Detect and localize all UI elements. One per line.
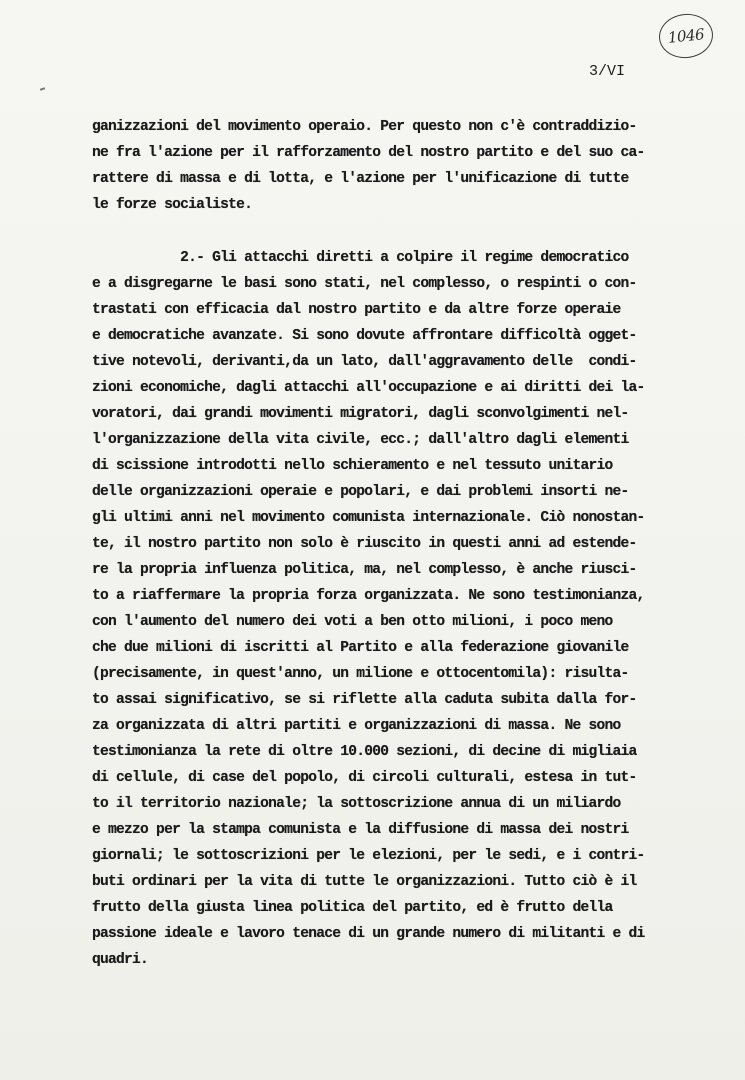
text-line: 2.- Gli attacchi diretti a colpire il regime democratico [92,250,629,266]
archive-stamp-number: 1046 [667,25,705,47]
text-line: re la propria influenza politica, ma, nel complesso, è anche riusci- [92,562,637,578]
text-line: passione ideale e lavoro tenace di un grande numero di militanti e di [92,926,645,942]
text-line: voratori, dai grandi movimenti migratori, dagli sconvolgimenti nel- [92,406,629,422]
text-line: e democratiche avanzate. Si sono dovute affrontare difficoltà ogget- [92,328,637,344]
text-line: quadri. [92,952,149,968]
text-line: ganizzazioni del movimento operaio. Per questo non c'è contraddizio- [92,119,637,135]
text-line: di scissione introdotti nello schieramento e nel tessuto unitario [92,458,613,474]
paragraph-1 [92,114,712,218]
text-line: l'organizzazione della vita civile, ecc.; dall'altro dagli elementi [92,432,629,448]
body-text [92,114,712,973]
text-line: tive notevoli, derivanti,da un lato, dall'aggravamento delle condi- [92,354,637,370]
scan-speck [40,87,45,91]
text-line: giornali; le sottoscrizioni per le elezioni, per le sedi, e i contri- [92,848,645,864]
text-line: frutto della giusta linea politica del partito, ed è frutto della [92,900,613,916]
paragraph-2 [92,245,712,973]
text-line: zioni economiche, dagli attacchi all'occupazione e ai diritti dei la- [92,380,645,396]
text-line: gli ultimi anni nel movimento comunista internazionale. Ciò nonostan- [92,510,645,526]
text-line: di cellule, di case del popolo, di circoli culturali, estesa in tut- [92,770,637,786]
text-line: delle organizzazioni operaie e popolari, e dai problemi insorti ne- [92,484,629,500]
text-line: trastati con efficacia dal nostro partito e da altre forze operaie [92,302,621,318]
archive-stamp [657,11,715,60]
text-line: za organizzata di altri partiti e organizzazioni di massa. Ne sono [92,718,621,734]
text-line: e mezzo per la stampa comunista e la diffusione di massa dei nostri [92,822,629,838]
text-line: to il territorio nazionale; la sottoscrizione annua di un miliardo [92,796,621,812]
text-line: testimonianza la rete di oltre 10.000 sezioni, di decine di migliaia [92,744,637,760]
text-line: che due milioni di iscritti al Partito e alla federazione giovanile [92,640,629,656]
text-line: te, il nostro partito non solo è riuscito in questi anni ad estende- [92,536,637,552]
text-line: e a disgregarne le basi sono stati, nel complesso, o respinti o con- [92,276,637,292]
text-line: rattere di massa e di lotta, e l'azione per l'unificazione di tutte [92,171,629,187]
text-line: buti ordinari per la vita di tutte le organizzazioni. Tutto ciò è il [92,874,637,890]
text-line: to a riaffermare la propria forza organizzata. Ne sono testimonianza, [92,588,645,604]
text-line: to assai significativo, se si riflette alla caduta subita dalla for- [92,692,637,708]
text-line: con l'aumento del numero dei voti a ben otto milioni, i poco meno [92,614,613,630]
page-number: 3/VI [589,63,626,80]
text-line: le forze socialiste. [92,197,253,213]
paragraph-gap [92,218,712,245]
text-line: ne fra l'azione per il rafforzamento del nostro partito e del suo ca- [92,145,645,161]
text-line: (precisamente, in quest'anno, un milione e ottocentomila): risulta- [92,666,629,682]
